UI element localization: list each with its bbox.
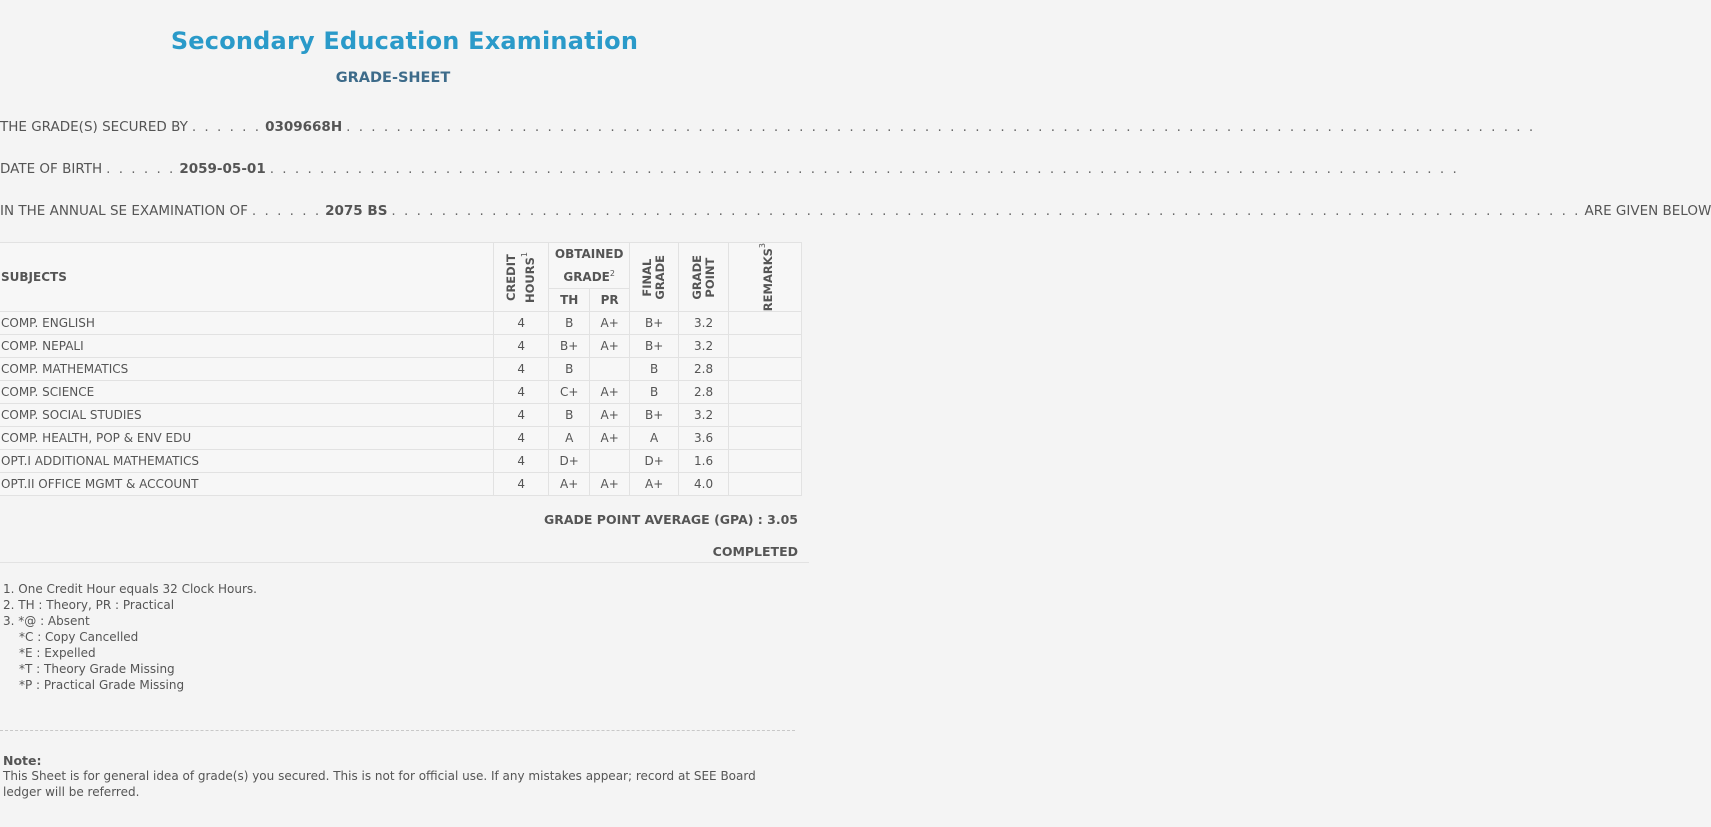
subject-cell: COMP. HEALTH, POP & ENV EDU	[0, 427, 494, 450]
subject-cell: COMP. MATHEMATICS	[0, 358, 494, 381]
final-grade-cell: D+	[630, 450, 679, 473]
credit-hours-cell: 4	[494, 312, 549, 335]
practical-grade-cell	[590, 450, 630, 473]
remarks-cell	[729, 335, 802, 358]
grade-point-cell: 3.2	[679, 404, 729, 427]
table-row	[0, 381, 802, 404]
practical-grade-cell: A+	[590, 473, 630, 496]
subject-cell: COMP. ENGLISH	[0, 312, 494, 335]
footnote-item: 3. *@ : Absent	[3, 614, 90, 628]
note-text: This Sheet is for general idea of grade(s) you secured. This is not for official use. If any mistakes appear; record at SEE Board ledger will be referred.	[3, 769, 756, 799]
grade-point-cell: 2.8	[679, 358, 729, 381]
footnote-item: *C : Copy Cancelled	[19, 630, 139, 644]
dob-label: DATE OF BIRTH	[0, 161, 103, 177]
table-row	[0, 312, 802, 335]
subjects-header: SUBJECTS	[0, 243, 494, 312]
symbol-number: 0309668H	[265, 119, 343, 135]
dot-leader: . . . . . . . . . . . . . . . . . . . . . . . . . . . . . . . . . . . . . . . . . . . . . . . . . . . . . . . . . . . . . . . . . . . . . . . . . . . . . . . . . . . . . . . . . . . . . . .	[269, 161, 1459, 177]
grade-sheet-heading: GRADE-SHEET	[335, 70, 451, 86]
dot-leader: . . . . . .	[251, 203, 322, 219]
theory-grade-cell: B	[549, 358, 590, 381]
grade-point-cell: 3.2	[679, 335, 729, 358]
dot-leader: . . . . . . . . . . . . . . . . . . . . . . . . . . . . . . . . . . . . . . . . . . . . . . . . . . . . . . . . . . . . . . . . . . . . . . . . . . . . . . . . . . . . . . . . . . . . . . .	[346, 119, 1536, 135]
credit-hours-header: CREDIT HOURS$^1$	[494, 243, 549, 312]
dob-line	[0, 161, 1459, 181]
credit-hours-cell: 4	[494, 335, 549, 358]
result-status: COMPLETED	[712, 544, 798, 559]
practical-grade-cell: A+	[590, 381, 630, 404]
final-grade-cell: A	[630, 427, 679, 450]
footnote-item: *P : Practical Grade Missing	[19, 678, 185, 692]
table-row	[0, 358, 802, 381]
credit-hours-cell: 4	[494, 427, 549, 450]
credit-hours-cell: 4	[494, 381, 549, 404]
remarks-header: REMARKS$^3$	[729, 243, 802, 312]
remarks-cell	[729, 427, 802, 450]
practical-grade-cell: A+	[590, 427, 630, 450]
table-row	[0, 473, 802, 496]
theory-grade-cell: D+	[549, 450, 590, 473]
dot-leader: . . . . . .	[106, 161, 176, 177]
pr-header: PR	[590, 288, 630, 311]
grades-table	[0, 242, 802, 496]
dot-leader: . . . . . .	[191, 119, 262, 135]
remarks-cell	[729, 450, 802, 473]
theory-grade-cell: B+	[549, 335, 590, 358]
theory-grade-cell: B	[549, 404, 590, 427]
divider	[0, 562, 809, 563]
obtained-grade-header: OBTAINED GRADE$^2$	[549, 243, 630, 289]
theory-grade-cell: A+	[549, 473, 590, 496]
footnotes	[3, 581, 257, 693]
credit-hours-cell: 4	[494, 358, 549, 381]
grade-point-cell: 2.8	[679, 381, 729, 404]
grade-point-cell: 4.0	[679, 473, 729, 496]
date-of-birth: 2059-05-01	[179, 161, 266, 177]
remarks-cell	[729, 404, 802, 427]
remarks-cell	[729, 312, 802, 335]
subject-cell: OPT.I ADDITIONAL MATHEMATICS	[0, 450, 494, 473]
dashed-divider	[0, 730, 795, 731]
footnote-item: *E : Expelled	[19, 646, 96, 660]
note-title: Note:	[3, 753, 42, 768]
credit-hours-cell: 4	[494, 473, 549, 496]
exam-line	[0, 203, 1711, 223]
final-grade-cell: B	[630, 358, 679, 381]
exam-year: 2075 BS	[325, 203, 388, 219]
grade-point-cell: 3.2	[679, 312, 729, 335]
grade-point-cell: 3.6	[679, 427, 729, 450]
practical-grade-cell: A+	[590, 404, 630, 427]
table-row	[0, 404, 802, 427]
final-grade-cell: B+	[630, 404, 679, 427]
final-grade-header: FINAL GRADE	[630, 243, 679, 312]
remarks-cell	[729, 381, 802, 404]
subject-cell: OPT.II OFFICE MGMT & ACCOUNT	[0, 473, 494, 496]
exam-title: Secondary Education Examination	[170, 27, 639, 55]
table-row	[0, 335, 802, 358]
final-grade-cell: B	[630, 381, 679, 404]
subject-cell: COMP. SCIENCE	[0, 381, 494, 404]
grade-point-header: GRADE POINT	[679, 243, 729, 312]
practical-grade-cell	[590, 358, 630, 381]
gpa-summary: GRADE POINT AVERAGE (GPA) : 3.05	[543, 512, 798, 527]
practical-grade-cell: A+	[590, 335, 630, 358]
practical-grade-cell: A+	[590, 312, 630, 335]
remarks-cell	[729, 473, 802, 496]
exam-label: IN THE ANNUAL SE EXAMINATION OF	[0, 203, 248, 219]
footnote-item: 2. TH : Theory, PR : Practical	[3, 598, 175, 612]
table-row	[0, 427, 802, 450]
footnote-item: 1. One Credit Hour equals 32 Clock Hours.	[3, 582, 257, 596]
footnote-item: *T : Theory Grade Missing	[19, 662, 175, 676]
th-header: TH	[549, 288, 590, 311]
theory-grade-cell: B	[549, 312, 590, 335]
final-grade-cell: A+	[630, 473, 679, 496]
subject-cell: COMP. SOCIAL STUDIES	[0, 404, 494, 427]
theory-grade-cell: C+	[549, 381, 590, 404]
remarks-cell	[729, 358, 802, 381]
grade-point-cell: 1.6	[679, 450, 729, 473]
secured-by-label: THE GRADE(S) SECURED BY	[0, 119, 188, 135]
final-grade-cell: B+	[630, 335, 679, 358]
secured-by-line	[0, 119, 1536, 139]
credit-hours-cell: 4	[494, 450, 549, 473]
final-grade-cell: B+	[630, 312, 679, 335]
subject-cell: COMP. NEPALI	[0, 335, 494, 358]
credit-hours-cell: 4	[494, 404, 549, 427]
table-row	[0, 450, 802, 473]
theory-grade-cell: A	[549, 427, 590, 450]
exam-tail: ARE GIVEN BELOW	[1584, 203, 1711, 219]
dot-leader: . . . . . . . . . . . . . . . . . . . . . . . . . . . . . . . . . . . . . . . . . . . . . . . . . . . . . . . . . . . . . . . . . . . . . . . . . . . . . . . . . . . . . . . . . . . . . . .	[391, 203, 1581, 219]
